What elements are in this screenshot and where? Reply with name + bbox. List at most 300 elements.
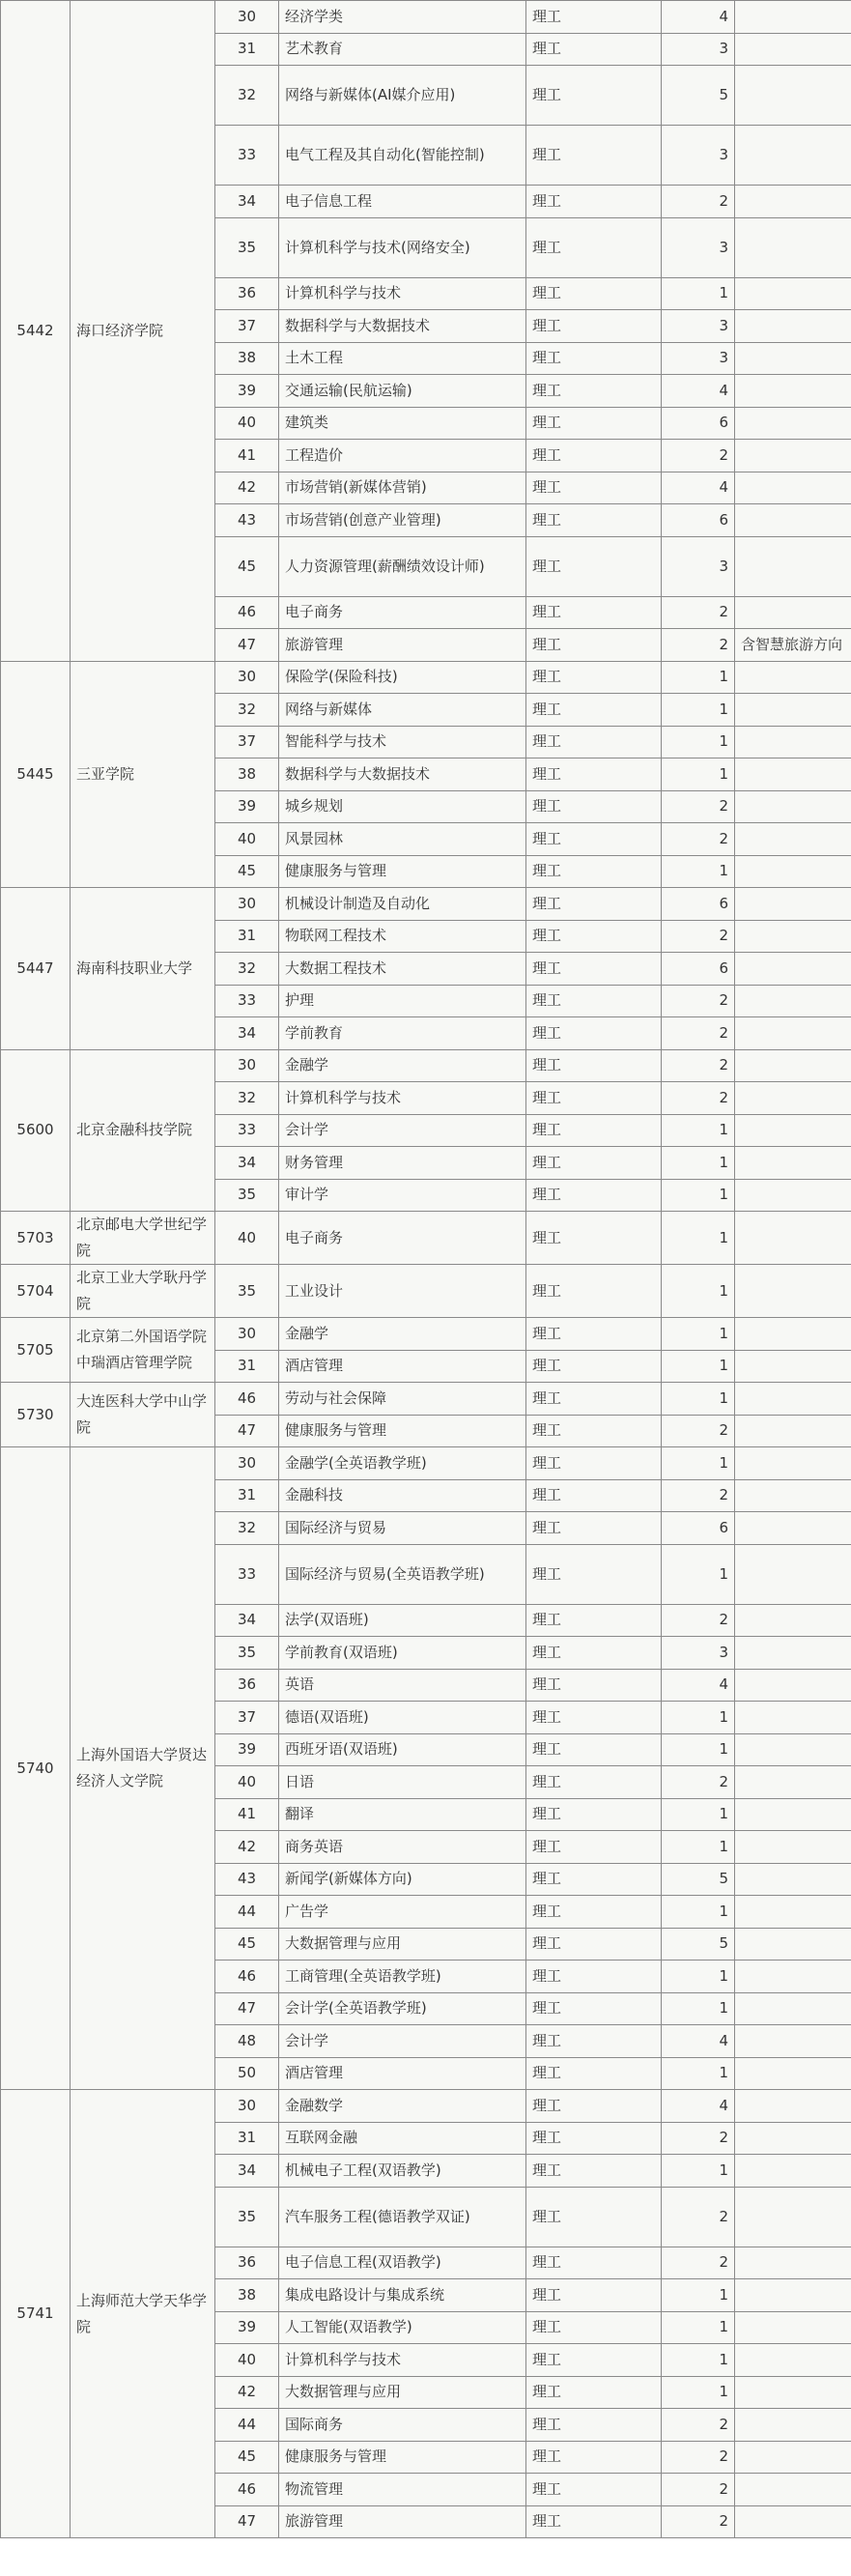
major-code-cell: 44 — [215, 1896, 279, 1929]
major-code-cell: 43 — [215, 504, 279, 537]
remark-cell — [735, 310, 851, 343]
subject-type-cell: 理工 — [526, 407, 662, 440]
major-code-cell: 35 — [215, 1179, 279, 1212]
plan-count-cell: 4 — [662, 2025, 735, 2058]
major-code-cell: 47 — [215, 629, 279, 662]
subject-type-cell: 理工 — [526, 126, 662, 186]
major-code-cell: 46 — [215, 1961, 279, 1993]
plan-count-cell: 6 — [662, 407, 735, 440]
plan-count-cell: 1 — [662, 277, 735, 310]
major-name-cell: 经济学类 — [279, 1, 526, 34]
major-code-cell: 40 — [215, 2344, 279, 2377]
major-name-cell: 德语(双语班) — [279, 1702, 526, 1734]
table-row — [1, 1318, 851, 1351]
major-name-cell: 物流管理 — [279, 2474, 526, 2506]
remark-cell — [735, 2441, 851, 2474]
plan-count-cell: 2 — [662, 2441, 735, 2474]
major-name-cell: 市场营销(新媒体营销) — [279, 472, 526, 504]
subject-type-cell: 理工 — [526, 1702, 662, 1734]
major-name-cell: 金融学 — [279, 1318, 526, 1351]
subject-type-cell: 理工 — [526, 472, 662, 504]
plan-count-cell: 1 — [662, 1798, 735, 1831]
major-name-cell: 人工智能(双语教学) — [279, 2311, 526, 2344]
subject-type-cell: 理工 — [526, 1928, 662, 1961]
plan-count-cell: 1 — [662, 1318, 735, 1351]
college-code-cell: 5442 — [1, 1, 71, 662]
subject-type-cell: 理工 — [526, 440, 662, 472]
remark-cell — [735, 1544, 851, 1604]
major-code-cell: 37 — [215, 1702, 279, 1734]
remark-cell — [735, 953, 851, 986]
table-row — [1, 888, 851, 921]
subject-type-cell: 理工 — [526, 1350, 662, 1383]
remark-cell — [735, 1961, 851, 1993]
major-code-cell: 46 — [215, 596, 279, 629]
plan-count-cell: 4 — [662, 1, 735, 34]
major-name-cell: 电气工程及其自动化(智能控制) — [279, 126, 526, 186]
major-code-cell: 31 — [215, 2122, 279, 2155]
remark-cell — [735, 2247, 851, 2279]
major-code-cell: 31 — [215, 33, 279, 66]
plan-count-cell: 3 — [662, 310, 735, 343]
plan-count-cell: 1 — [662, 1350, 735, 1383]
major-name-cell: 金融学 — [279, 1049, 526, 1082]
remark-cell — [735, 1383, 851, 1416]
subject-type-cell: 理工 — [526, 1961, 662, 1993]
remark-cell — [735, 2057, 851, 2090]
plan-count-cell: 3 — [662, 33, 735, 66]
plan-count-cell: 1 — [662, 694, 735, 727]
subject-type-cell: 理工 — [526, 1082, 662, 1115]
plan-count-cell: 1 — [662, 1114, 735, 1147]
major-code-cell: 37 — [215, 726, 279, 758]
major-name-cell: 机械电子工程(双语教学) — [279, 2155, 526, 2188]
plan-count-cell: 1 — [662, 1992, 735, 2025]
major-name-cell: 劳动与社会保障 — [279, 1383, 526, 1416]
remark-cell — [735, 1863, 851, 1896]
subject-type-cell: 理工 — [526, 1017, 662, 1050]
remark-cell — [735, 2155, 851, 2188]
major-code-cell: 32 — [215, 1512, 279, 1545]
remark-cell: 含智慧旅游方向 — [735, 629, 851, 662]
major-code-cell: 42 — [215, 2376, 279, 2409]
plan-count-cell: 3 — [662, 1637, 735, 1670]
plan-count-cell: 1 — [662, 1265, 735, 1318]
plan-count-cell: 1 — [662, 1733, 735, 1766]
remark-cell — [735, 1447, 851, 1480]
major-name-cell: 金融学(全英语教学班) — [279, 1447, 526, 1480]
plan-count-cell: 2 — [662, 823, 735, 856]
major-name-cell: 大数据工程技术 — [279, 953, 526, 986]
major-name-cell: 商务英语 — [279, 1831, 526, 1864]
major-code-cell: 45 — [215, 536, 279, 596]
remark-cell — [735, 1798, 851, 1831]
major-code-cell: 31 — [215, 1479, 279, 1512]
major-name-cell: 国际商务 — [279, 2409, 526, 2442]
remark-cell — [735, 661, 851, 694]
remark-cell — [735, 1, 851, 34]
major-code-cell: 36 — [215, 1669, 279, 1702]
plan-count-cell: 1 — [662, 2311, 735, 2344]
subject-type-cell: 理工 — [526, 1544, 662, 1604]
plan-count-cell: 2 — [662, 1017, 735, 1050]
remark-cell — [735, 790, 851, 823]
remark-cell — [735, 1928, 851, 1961]
plan-count-cell: 2 — [662, 2409, 735, 2442]
major-code-cell: 32 — [215, 694, 279, 727]
major-name-cell: 艺术教育 — [279, 33, 526, 66]
subject-type-cell: 理工 — [526, 985, 662, 1017]
remark-cell — [735, 1049, 851, 1082]
table-row — [1, 2090, 851, 2123]
major-code-cell: 45 — [215, 855, 279, 888]
major-code-cell: 30 — [215, 1318, 279, 1351]
remark-cell — [735, 33, 851, 66]
subject-type-cell: 理工 — [526, 33, 662, 66]
major-name-cell: 电子信息工程(双语教学) — [279, 2247, 526, 2279]
plan-count-cell: 2 — [662, 1082, 735, 1115]
subject-type-cell: 理工 — [526, 1447, 662, 1480]
major-name-cell: 酒店管理 — [279, 1350, 526, 1383]
subject-type-cell: 理工 — [526, 2376, 662, 2409]
plan-count-cell: 6 — [662, 1512, 735, 1545]
plan-count-cell: 2 — [662, 1049, 735, 1082]
major-code-cell: 41 — [215, 440, 279, 472]
major-name-cell: 人力资源管理(薪酬绩效设计师) — [279, 536, 526, 596]
major-code-cell: 47 — [215, 2505, 279, 2538]
major-code-cell: 32 — [215, 1082, 279, 1115]
plan-count-cell: 2 — [662, 1479, 735, 1512]
major-code-cell: 34 — [215, 2155, 279, 2188]
remark-cell — [735, 217, 851, 277]
remark-cell — [735, 1265, 851, 1318]
remark-cell — [735, 694, 851, 727]
subject-type-cell: 理工 — [526, 2122, 662, 2155]
remark-cell — [735, 126, 851, 186]
plan-count-cell: 2 — [662, 985, 735, 1017]
major-name-cell: 会计学 — [279, 1114, 526, 1147]
table-row — [1, 1212, 851, 1265]
remark-cell — [735, 472, 851, 504]
plan-count-cell: 6 — [662, 888, 735, 921]
remark-cell — [735, 1082, 851, 1115]
remark-cell — [735, 2505, 851, 2538]
subject-type-cell: 理工 — [526, 504, 662, 537]
subject-type-cell: 理工 — [526, 920, 662, 953]
remark-cell — [735, 758, 851, 791]
major-name-cell: 交通运输(民航运输) — [279, 375, 526, 408]
major-name-cell: 大数据管理与应用 — [279, 2376, 526, 2409]
plan-count-cell: 1 — [662, 2279, 735, 2312]
subject-type-cell: 理工 — [526, 2344, 662, 2377]
major-code-cell: 39 — [215, 1733, 279, 1766]
plan-count-cell: 4 — [662, 472, 735, 504]
major-code-cell: 35 — [215, 217, 279, 277]
major-code-cell: 36 — [215, 277, 279, 310]
remark-cell — [735, 1212, 851, 1265]
subject-type-cell: 理工 — [526, 1147, 662, 1180]
subject-type-cell: 理工 — [526, 277, 662, 310]
major-name-cell: 城乡规划 — [279, 790, 526, 823]
subject-type-cell: 理工 — [526, 1831, 662, 1864]
subject-type-cell: 理工 — [526, 2441, 662, 2474]
subject-type-cell: 理工 — [526, 1, 662, 34]
major-code-cell: 43 — [215, 1863, 279, 1896]
major-name-cell: 健康服务与管理 — [279, 855, 526, 888]
college-code-cell: 5600 — [1, 1049, 71, 1212]
table-row — [1, 661, 851, 694]
major-name-cell: 集成电路设计与集成系统 — [279, 2279, 526, 2312]
college-code-cell: 5704 — [1, 1265, 71, 1318]
plan-count-cell: 1 — [662, 1147, 735, 1180]
plan-count-cell: 2 — [662, 2187, 735, 2247]
subject-type-cell: 理工 — [526, 629, 662, 662]
major-name-cell: 网络与新媒体(AI媒介应用) — [279, 66, 526, 126]
college-name-cell: 北京工业大学耿丹学院 — [71, 1265, 215, 1318]
college-code-cell: 5741 — [1, 2090, 71, 2538]
remark-cell — [735, 1114, 851, 1147]
college-name-cell: 上海外国语大学贤达经济人文学院 — [71, 1447, 215, 2090]
major-code-cell: 38 — [215, 2279, 279, 2312]
remark-cell — [735, 1017, 851, 1050]
major-code-cell: 41 — [215, 1798, 279, 1831]
remark-cell — [735, 186, 851, 218]
major-code-cell: 38 — [215, 342, 279, 375]
subject-type-cell: 理工 — [526, 2155, 662, 2188]
table-row — [1, 1049, 851, 1082]
major-code-cell: 42 — [215, 1831, 279, 1864]
remark-cell — [735, 1992, 851, 2025]
major-code-cell: 35 — [215, 1265, 279, 1318]
plan-count-cell: 1 — [662, 726, 735, 758]
subject-type-cell: 理工 — [526, 1798, 662, 1831]
remark-cell — [735, 1479, 851, 1512]
major-code-cell: 42 — [215, 472, 279, 504]
remark-cell — [735, 342, 851, 375]
major-code-cell: 33 — [215, 1114, 279, 1147]
college-name-cell: 三亚学院 — [71, 661, 215, 888]
remark-cell — [735, 440, 851, 472]
major-code-cell: 44 — [215, 2409, 279, 2442]
plan-count-cell: 2 — [662, 629, 735, 662]
plan-count-cell: 6 — [662, 504, 735, 537]
major-name-cell: 市场营销(创意产业管理) — [279, 504, 526, 537]
major-name-cell: 学前教育(双语班) — [279, 1637, 526, 1670]
major-name-cell: 计算机科学与技术 — [279, 277, 526, 310]
plan-count-cell: 1 — [662, 1702, 735, 1734]
major-code-cell: 33 — [215, 1544, 279, 1604]
college-code-cell: 5705 — [1, 1318, 71, 1383]
remark-cell — [735, 823, 851, 856]
college-name-cell: 北京第二外国语学院中瑞酒店管理学院 — [71, 1318, 215, 1383]
subject-type-cell: 理工 — [526, 823, 662, 856]
college-name-cell: 上海师范大学天华学院 — [71, 2090, 215, 2538]
major-name-cell: 金融数学 — [279, 2090, 526, 2123]
subject-type-cell: 理工 — [526, 1637, 662, 1670]
table-row — [1, 1265, 851, 1318]
major-code-cell: 37 — [215, 310, 279, 343]
remark-cell — [735, 888, 851, 921]
major-code-cell: 31 — [215, 920, 279, 953]
remark-cell — [735, 2376, 851, 2409]
subject-type-cell: 理工 — [526, 1114, 662, 1147]
major-code-cell: 32 — [215, 66, 279, 126]
plan-count-cell: 2 — [662, 920, 735, 953]
subject-type-cell: 理工 — [526, 694, 662, 727]
remark-cell — [735, 1318, 851, 1351]
major-name-cell: 审计学 — [279, 1179, 526, 1212]
major-code-cell: 30 — [215, 661, 279, 694]
plan-count-cell: 1 — [662, 2057, 735, 2090]
remark-cell — [735, 407, 851, 440]
major-name-cell: 汽车服务工程(德语教学双证) — [279, 2187, 526, 2247]
major-code-cell: 39 — [215, 2311, 279, 2344]
major-name-cell: 健康服务与管理 — [279, 2441, 526, 2474]
major-name-cell: 护理 — [279, 985, 526, 1017]
college-name-cell: 海口经济学院 — [71, 1, 215, 662]
plan-count-cell: 1 — [662, 1179, 735, 1212]
plan-count-cell: 4 — [662, 2090, 735, 2123]
major-code-cell: 47 — [215, 1415, 279, 1447]
major-code-cell: 34 — [215, 1604, 279, 1637]
major-name-cell: 电子商务 — [279, 1212, 526, 1265]
major-code-cell: 34 — [215, 186, 279, 218]
remark-cell — [735, 504, 851, 537]
subject-type-cell: 理工 — [526, 1863, 662, 1896]
major-name-cell: 土木工程 — [279, 342, 526, 375]
major-name-cell: 数据科学与大数据技术 — [279, 310, 526, 343]
plan-count-cell: 6 — [662, 953, 735, 986]
major-name-cell: 健康服务与管理 — [279, 1415, 526, 1447]
major-code-cell: 50 — [215, 2057, 279, 2090]
plan-count-cell: 1 — [662, 2376, 735, 2409]
major-code-cell: 45 — [215, 1928, 279, 1961]
enrollment-plan-body — [1, 1, 851, 2538]
subject-type-cell: 理工 — [526, 186, 662, 218]
subject-type-cell: 理工 — [526, 310, 662, 343]
remark-cell — [735, 920, 851, 953]
remark-cell — [735, 1702, 851, 1734]
subject-type-cell: 理工 — [526, 661, 662, 694]
major-name-cell: 新闻学(新媒体方向) — [279, 1863, 526, 1896]
college-code-cell: 5740 — [1, 1447, 71, 2090]
plan-count-cell: 4 — [662, 1669, 735, 1702]
major-name-cell: 广告学 — [279, 1896, 526, 1929]
remark-cell — [735, 1637, 851, 1670]
major-name-cell: 风景园林 — [279, 823, 526, 856]
table-row — [1, 1447, 851, 1480]
remark-cell — [735, 1831, 851, 1864]
major-code-cell: 34 — [215, 1147, 279, 1180]
major-name-cell: 网络与新媒体 — [279, 694, 526, 727]
subject-type-cell: 理工 — [526, 2025, 662, 2058]
subject-type-cell: 理工 — [526, 2474, 662, 2506]
subject-type-cell: 理工 — [526, 2090, 662, 2123]
major-name-cell: 大数据管理与应用 — [279, 1928, 526, 1961]
subject-type-cell: 理工 — [526, 2505, 662, 2538]
plan-count-cell: 1 — [662, 1447, 735, 1480]
subject-type-cell: 理工 — [526, 1383, 662, 1416]
plan-count-cell: 2 — [662, 2474, 735, 2506]
major-name-cell: 国际经济与贸易 — [279, 1512, 526, 1545]
plan-count-cell: 2 — [662, 2505, 735, 2538]
remark-cell — [735, 1415, 851, 1447]
college-code-cell: 5447 — [1, 888, 71, 1050]
major-name-cell: 电子商务 — [279, 596, 526, 629]
major-name-cell: 国际经济与贸易(全英语教学班) — [279, 1544, 526, 1604]
major-name-cell: 计算机科学与技术 — [279, 2344, 526, 2377]
subject-type-cell: 理工 — [526, 536, 662, 596]
college-name-cell: 北京金融科技学院 — [71, 1049, 215, 1212]
subject-type-cell: 理工 — [526, 953, 662, 986]
plan-count-cell: 2 — [662, 1766, 735, 1799]
subject-type-cell: 理工 — [526, 1992, 662, 2025]
remark-cell — [735, 2025, 851, 2058]
major-name-cell: 日语 — [279, 1766, 526, 1799]
college-code-cell: 5730 — [1, 1383, 71, 1447]
subject-type-cell: 理工 — [526, 1265, 662, 1318]
major-name-cell: 工商管理(全英语教学班) — [279, 1961, 526, 1993]
major-name-cell: 数据科学与大数据技术 — [279, 758, 526, 791]
major-code-cell: 33 — [215, 985, 279, 1017]
major-name-cell: 法学(双语班) — [279, 1604, 526, 1637]
major-code-cell: 39 — [215, 790, 279, 823]
major-name-cell: 电子信息工程 — [279, 186, 526, 218]
plan-count-cell: 3 — [662, 126, 735, 186]
major-code-cell: 40 — [215, 1766, 279, 1799]
remark-cell — [735, 1733, 851, 1766]
major-name-cell: 工程造价 — [279, 440, 526, 472]
plan-count-cell: 1 — [662, 2155, 735, 2188]
subject-type-cell: 理工 — [526, 1212, 662, 1265]
subject-type-cell: 理工 — [526, 790, 662, 823]
remark-cell — [735, 277, 851, 310]
major-code-cell: 35 — [215, 1637, 279, 1670]
major-code-cell: 47 — [215, 1992, 279, 2025]
college-code-cell: 5703 — [1, 1212, 71, 1265]
plan-count-cell: 2 — [662, 2247, 735, 2279]
major-code-cell: 48 — [215, 2025, 279, 2058]
major-code-cell: 33 — [215, 126, 279, 186]
subject-type-cell: 理工 — [526, 1049, 662, 1082]
plan-count-cell: 2 — [662, 186, 735, 218]
plan-count-cell: 3 — [662, 217, 735, 277]
subject-type-cell: 理工 — [526, 888, 662, 921]
remark-cell — [735, 1512, 851, 1545]
subject-type-cell: 理工 — [526, 1896, 662, 1929]
subject-type-cell: 理工 — [526, 2279, 662, 2312]
subject-type-cell: 理工 — [526, 2187, 662, 2247]
plan-count-cell: 1 — [662, 1383, 735, 1416]
remark-cell — [735, 2311, 851, 2344]
remark-cell — [735, 855, 851, 888]
major-code-cell: 40 — [215, 407, 279, 440]
remark-cell — [735, 1766, 851, 1799]
subject-type-cell: 理工 — [526, 1318, 662, 1351]
major-code-cell: 30 — [215, 888, 279, 921]
subject-type-cell: 理工 — [526, 2311, 662, 2344]
subject-type-cell: 理工 — [526, 2057, 662, 2090]
subject-type-cell: 理工 — [526, 758, 662, 791]
major-name-cell: 旅游管理 — [279, 629, 526, 662]
subject-type-cell: 理工 — [526, 1766, 662, 1799]
plan-count-cell: 2 — [662, 596, 735, 629]
remark-cell — [735, 1179, 851, 1212]
subject-type-cell: 理工 — [526, 375, 662, 408]
table-row — [1, 1, 851, 34]
plan-count-cell: 1 — [662, 1831, 735, 1864]
major-name-cell: 会计学(全英语教学班) — [279, 1992, 526, 2025]
